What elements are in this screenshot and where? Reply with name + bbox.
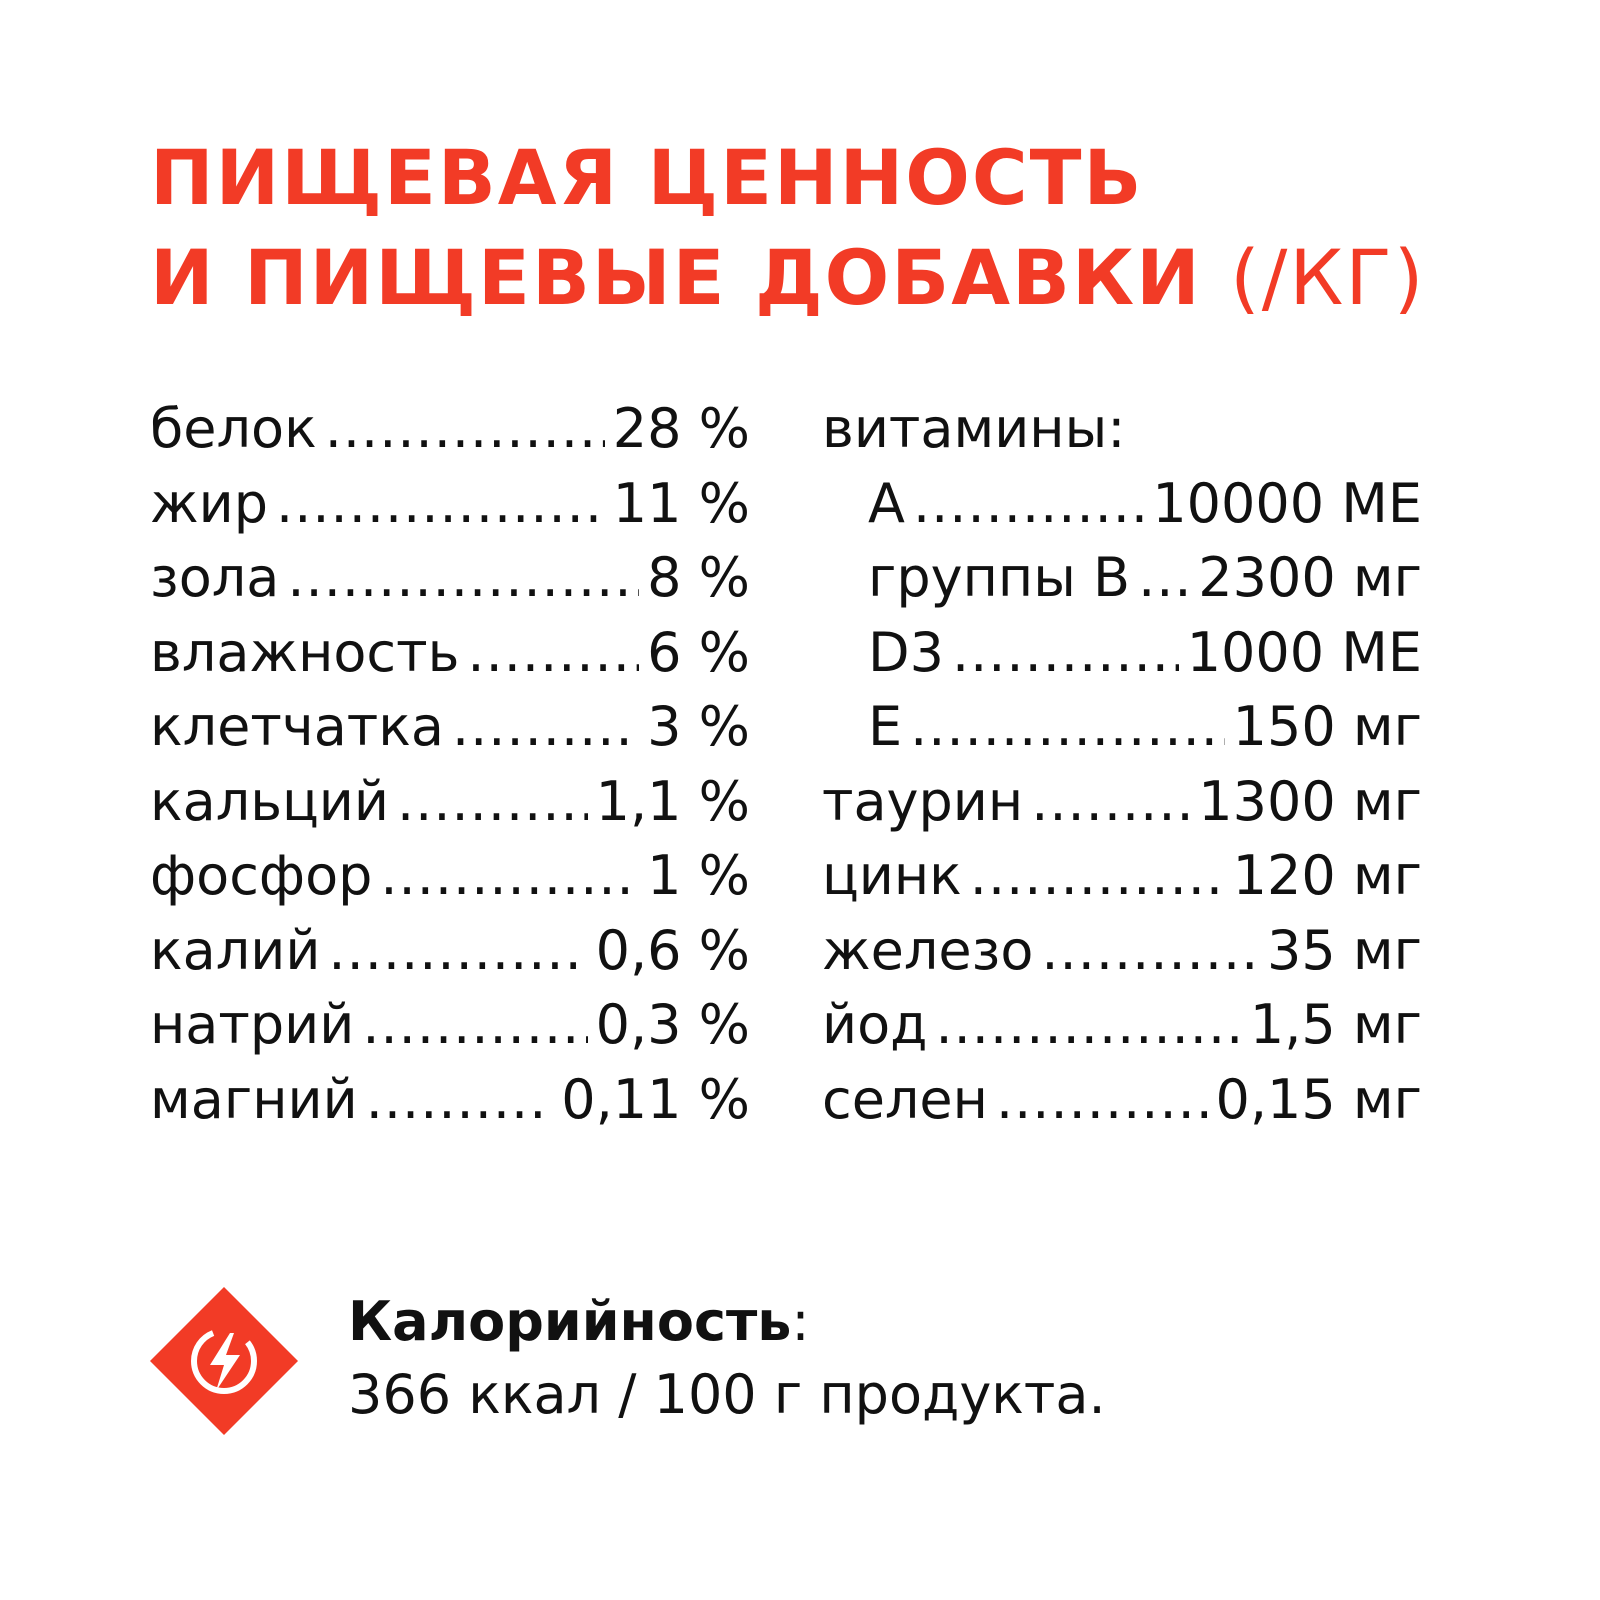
vitamin-row (822, 541, 1422, 616)
nutrient-value: 6 % (647, 620, 750, 684)
supplements-list (822, 392, 1422, 1137)
nutrient-row (150, 690, 750, 765)
nutrient-value: 1 % (647, 844, 750, 907)
nutrient-label: фосфор (150, 844, 373, 907)
nutrient-value: 0,11 % (561, 1067, 750, 1131)
supplement-value: 1300 мг (1198, 769, 1422, 833)
supplement-value: 1,5 мг (1249, 993, 1422, 1056)
supplement-row (822, 765, 1422, 840)
nutrient-row (150, 541, 750, 616)
vitamin-row (822, 616, 1422, 691)
dot-leader (328, 914, 587, 989)
nutrient-row (150, 467, 750, 542)
supplement-label: таурин (822, 769, 1024, 833)
vitamin-row (822, 690, 1422, 765)
nutrient-value: 3 % (647, 695, 750, 758)
dot-leader (952, 616, 1179, 691)
nutrient-label: натрий (150, 993, 355, 1056)
dot-leader (467, 616, 639, 691)
supplement-row (822, 839, 1422, 914)
title-line-2-text: И ПИЩЕВЫЕ ДОБАВКИ (150, 233, 1202, 322)
vitamin-value: 10000 МЕ (1152, 471, 1422, 535)
calories-heading-colon: : (791, 1290, 810, 1353)
nutrient-label: клетчатка (150, 695, 444, 758)
nutrient-row (150, 839, 750, 914)
supplement-row (822, 914, 1422, 989)
nutrient-row (150, 988, 750, 1063)
nutrient-row (150, 616, 750, 691)
vitamin-row (822, 467, 1422, 542)
supplement-label: йод (822, 993, 928, 1056)
nutrient-value: 0,6 % (595, 918, 750, 982)
nutrient-value: 11 % (612, 471, 750, 535)
supplement-value: 35 мг (1267, 918, 1422, 982)
dot-leader (380, 839, 639, 914)
nutrition-list (150, 392, 750, 1137)
dot-leader (362, 988, 587, 1063)
title-line-1: ПИЩЕВАЯ ЦЕННОСТЬ (150, 133, 1144, 222)
dot-leader (910, 690, 1225, 765)
dot-leader (935, 988, 1241, 1063)
vitamin-label: группы B (868, 546, 1131, 609)
dot-leader (325, 392, 605, 467)
nutrient-label: жир (150, 471, 269, 535)
supplement-value: 0,15 мг (1215, 1067, 1422, 1131)
vitamin-label: E (868, 695, 903, 758)
nutrient-value: 1,1 % (595, 769, 750, 833)
dot-leader (366, 1063, 554, 1138)
dot-leader (1031, 765, 1190, 840)
nutrient-label: белок (150, 397, 317, 460)
vitamin-value: 150 мг (1232, 695, 1422, 758)
nutrient-value: 0,3 % (595, 993, 750, 1056)
dot-leader (970, 839, 1225, 914)
vitamins-heading-row (822, 392, 1422, 467)
nutrient-label: магний (150, 1067, 358, 1131)
dot-leader (397, 765, 588, 840)
calories-value: 366 ккал / 100 г продукта. (348, 1363, 1106, 1426)
supplement-label: селен (822, 1067, 988, 1131)
title-unit: (/КГ) (1230, 233, 1426, 322)
calories-heading-text: Калорийность (348, 1290, 792, 1353)
nutrient-label: зола (150, 546, 280, 609)
page-title (150, 128, 1470, 328)
lightning-diamond-icon (150, 1287, 298, 1435)
dot-leader (1041, 914, 1259, 989)
vitamin-label: D3 (868, 620, 944, 684)
vitamin-value: 1000 МЕ (1186, 620, 1422, 684)
vitamin-value: 2300 мг (1198, 546, 1422, 609)
supplement-row (822, 988, 1422, 1063)
supplement-value: 120 мг (1232, 844, 1422, 907)
supplement-row (822, 1063, 1422, 1138)
nutrient-value: 8 % (647, 546, 750, 609)
dot-leader (452, 690, 639, 765)
supplement-label: железо (822, 918, 1034, 982)
calories-heading (348, 1287, 810, 1357)
dot-leader (913, 467, 1144, 542)
dot-leader (1138, 541, 1190, 616)
nutrient-row (150, 914, 750, 989)
nutrient-value: 28 % (612, 397, 750, 460)
nutrient-row (150, 765, 750, 840)
nutrient-label: кальций (150, 769, 389, 833)
vitamins-heading: витамины: (822, 397, 1126, 460)
title-line-2 (150, 228, 1470, 328)
dot-leader (276, 467, 605, 542)
nutrient-label: влажность (150, 620, 460, 684)
nutrient-row (150, 392, 750, 467)
vitamin-label: A (868, 471, 905, 535)
supplement-label: цинк (822, 844, 962, 907)
nutrient-label: калий (150, 918, 321, 982)
dot-leader (287, 541, 639, 616)
nutrient-row (150, 1063, 750, 1138)
dot-leader (996, 1063, 1208, 1138)
